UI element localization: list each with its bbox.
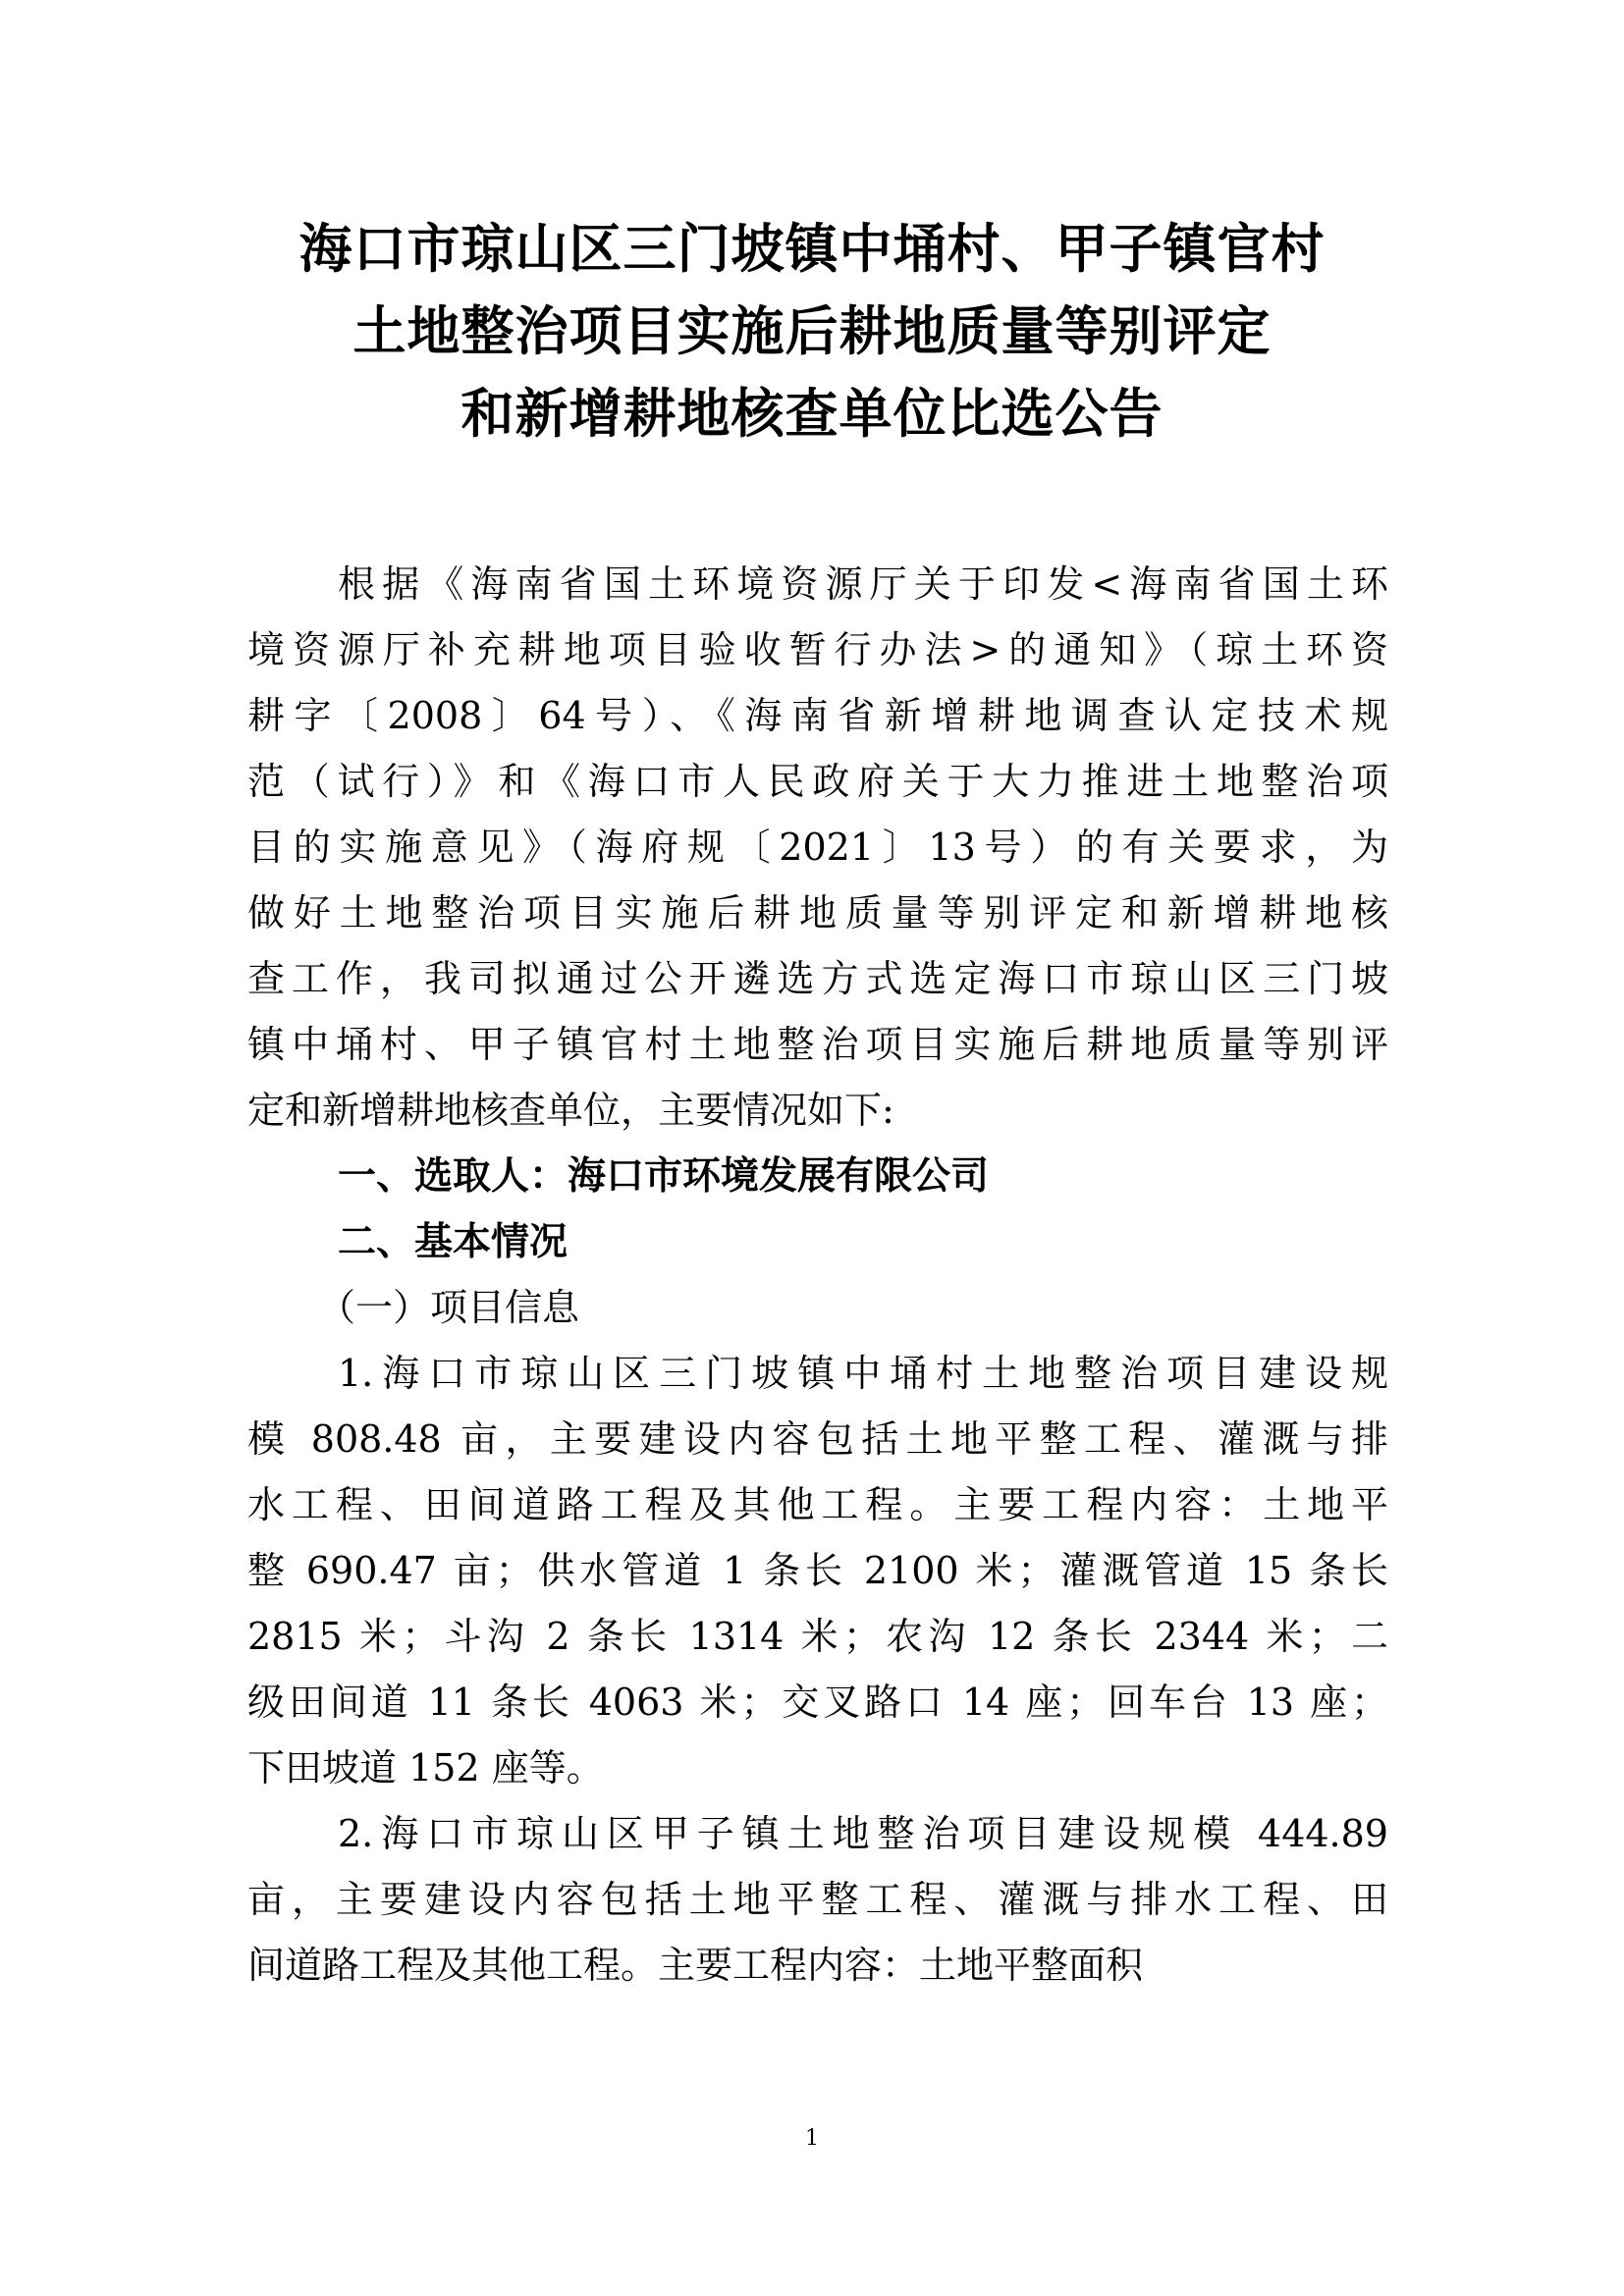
intro-line-6: 做好土地整治项目实施后耕地质量等别评定和新增耕地核: [247, 891, 1388, 934]
item-1-line-5: 2815 米；斗沟 2 条长 1314 米；农沟 12 条长 2344 米；二: [247, 1615, 1388, 1658]
intro-line-2: 境资源厅补充耕地项目验收暂行办法>的通知》（琼土环资: [247, 628, 1388, 671]
intro-line-4: 范（试行）》和《海口市人民政府关于大力推进土地整治项: [247, 760, 1388, 803]
intro-line-7: 查工作，我司拟通过公开遴选方式选定海口市琼山区三门坡: [247, 957, 1388, 1000]
document-body: [247, 552, 1388, 1999]
item-2-line-2: 亩，主要建设内容包括土地平整工程、灌溉与排水工程、田: [247, 1878, 1388, 1921]
section-2-heading: 二、基本情况: [338, 1220, 568, 1264]
intro-line-8: 镇中埇村、甲子镇官村土地整治项目实施后耕地质量等别评: [247, 1023, 1388, 1066]
item-1-line-2: 模 808.48 亩，主要建设内容包括土地平整工程、灌溉与排: [247, 1417, 1388, 1461]
item-1-line-1: 1.海口市琼山区三门坡镇中埇村土地整治项目建设规: [338, 1352, 1388, 1395]
subsection-1-heading: （一）项目信息: [318, 1286, 580, 1329]
project-item-2: [247, 1801, 1388, 1999]
document-title: [0, 208, 1624, 455]
intro-line-9: 定和新增耕地核查单位，主要情况如下:: [247, 1089, 894, 1132]
intro-paragraph: [247, 552, 1388, 1144]
title-line-1: 海口市琼山区三门坡镇中埇村、甲子镇官村: [298, 218, 1326, 280]
intro-line-5: 目的实施意见》（海府规〔2021〕13号）的有关要求，为: [247, 826, 1388, 869]
section-1-heading: 一、选取人：海口市环境发展有限公司: [338, 1154, 990, 1199]
item-1-line-3: 水工程、田间道路工程及其他工程。主要工程内容：土地平: [247, 1483, 1388, 1526]
item-2-line-3: 间道路工程及其他工程。主要工程内容：土地平整面积: [247, 1944, 1144, 1987]
page-number: 1: [805, 2126, 819, 2151]
item-1-line-7: 下田坡道 152 座等。: [247, 1746, 604, 1789]
item-1-line-4: 整 690.47 亩；供水管道 1 条长 2100 米；灌溉管道 15 条长: [247, 1549, 1388, 1592]
title-line-3: 和新增耕地核查单位比选公告: [460, 383, 1164, 445]
project-item-1: [247, 1341, 1388, 1801]
intro-line-3: 耕字〔2008〕64号）、《海南省新增耕地调查认定技术规: [247, 694, 1388, 737]
item-1-line-6: 级田间道 11 条长 4063 米；交叉路口 14 座；回车台 13 座；: [247, 1681, 1388, 1724]
item-2-line-1: 2.海口市琼山区甲子镇土地整治项目建设规模 444.89: [338, 1812, 1388, 1855]
title-line-2: 土地整治项目实施后耕地质量等别评定: [352, 300, 1272, 362]
intro-line-1: 根据《海南省国土环境资源厅关于印发<海南省国土环: [338, 562, 1388, 606]
